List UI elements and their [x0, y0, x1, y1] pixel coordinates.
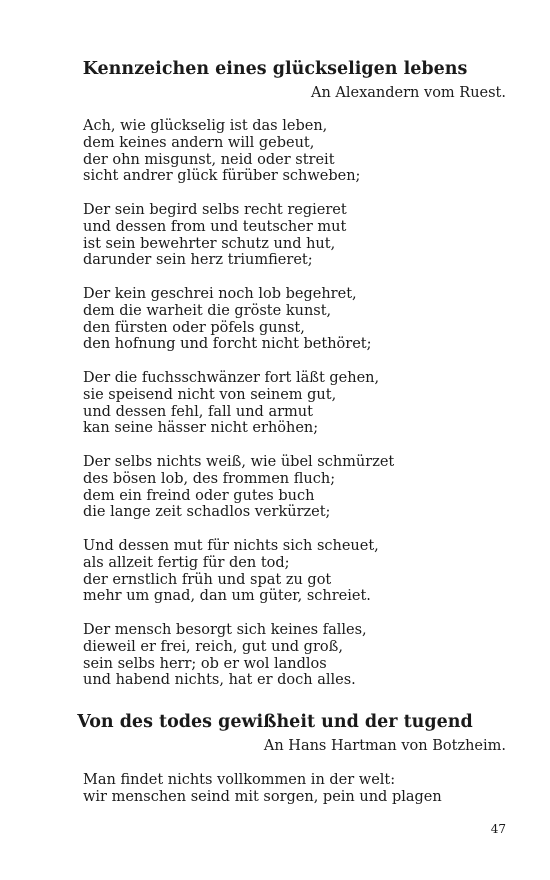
verse-line: Der mensch besorgt sich keines falles, — [83, 622, 367, 638]
verse-line: des bösen lob, des frommen fluch; — [83, 470, 336, 487]
verse-line: Der sein begird selbs recht regieret — [83, 202, 347, 218]
verse-line: dem die warheit die gröste kunst, — [83, 302, 332, 319]
page-number: 47 — [490, 822, 506, 836]
verse-line: sicht andrer glück fürüber schweben; — [83, 168, 361, 185]
verse-line: und habend nichts, hat er doch alles. — [83, 672, 356, 689]
verse-line: Und dessen mut für nichts sich scheuet, — [83, 538, 379, 554]
verse-line: Der kein geschrei noch lob begehret, — [83, 286, 357, 302]
verse-line: Ach, wie glückselig ist das leben, — [83, 118, 328, 134]
stanza-4 — [83, 370, 379, 437]
verse-line: sie speisend nicht von seinem gut, — [83, 386, 337, 403]
poem-title: Von des todes gewißheit und der tugend — [77, 712, 473, 732]
verse-line: die lange zeit schadlos verkürzet; — [83, 504, 331, 521]
verse-line: wir menschen seind mit sorgen, pein und plagen — [83, 788, 442, 805]
stanza-1 — [83, 772, 442, 806]
verse-line: und dessen fehl, fall und armut — [83, 403, 313, 420]
verse-line: den hofnung und forcht nicht bethöret; — [83, 336, 372, 353]
verse-line: dem ein freind oder gutes buch — [83, 487, 315, 504]
verse-line: ist sein bewehrter schutz und hut, — [83, 235, 336, 252]
verse-line: Man findet nichts vollkommen in der welt: — [83, 772, 396, 788]
verse-line: dieweil er frei, reich, gut und groß, — [83, 638, 343, 655]
stanza-2 — [83, 202, 347, 269]
verse-line: Der selbs nichts weiß, wie übel schmürzet — [83, 454, 395, 470]
stanza-7 — [83, 622, 367, 689]
verse-line: den fürsten oder pöfels gunst, — [83, 319, 305, 336]
verse-line: kan seine hässer nicht erhöhen; — [83, 420, 319, 437]
verse-line: darunder sein herz triumfieret; — [83, 252, 313, 269]
verse-line: der ernstlich früh und spat zu got — [83, 571, 332, 588]
stanza-6 — [83, 538, 379, 605]
verse-line: sein selbs herr; ob er wol landlos — [83, 655, 327, 672]
verse-line: als allzeit fertig für den tod; — [83, 554, 290, 571]
poem-title: Kennzeichen eines glückseligen lebens — [82, 59, 468, 79]
stanza-5 — [83, 454, 394, 521]
verse-line: dem keines andern will gebeut, — [83, 134, 315, 151]
stanza-1 — [83, 118, 360, 185]
verse-line: Der die fuchsschwänzer fort läßt gehen, — [83, 370, 380, 386]
poem-dedication: An Hans Hartman von Botzheim. — [263, 738, 506, 754]
verse-line: mehr um gnad, dan um güter, schreiet. — [83, 588, 371, 605]
poem-dedication: An Alexandern vom Ruest. — [310, 85, 506, 101]
stanza-3 — [83, 286, 372, 353]
verse-line: der ohn misgunst, neid oder streit — [83, 151, 335, 168]
verse-line: und dessen from und teutscher mut — [83, 218, 347, 235]
